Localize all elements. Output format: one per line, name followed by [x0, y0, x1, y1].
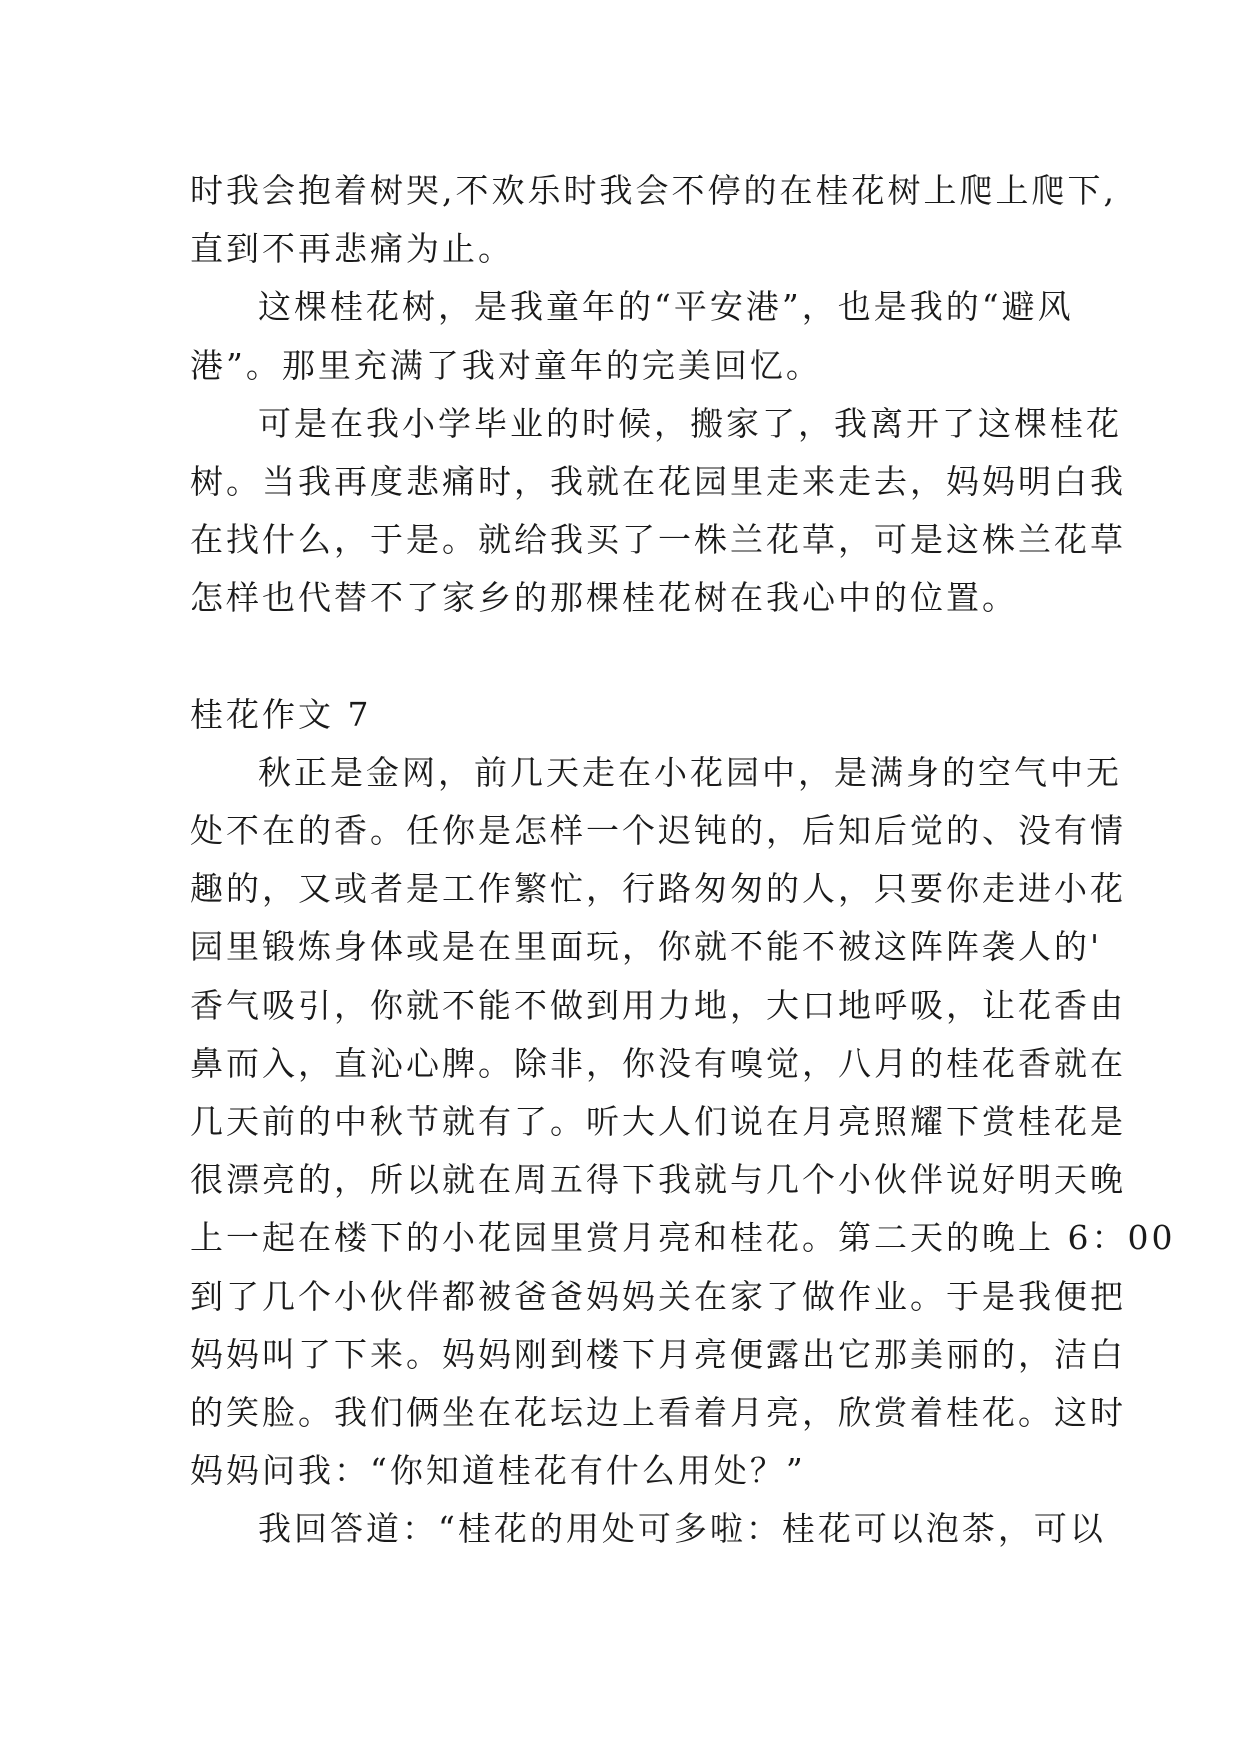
text-line: 处不在的香。任你是怎样一个迟钝的，后知后觉的、没有情 [190, 811, 1126, 851]
document-body [190, 162, 1176, 1559]
text-line: 很漂亮的，所以就在周五得下我就与几个小伙伴说好明天晚 [190, 1160, 1126, 1200]
paragraphs-after-heading [190, 744, 1176, 1559]
section-heading: 桂花作文 7 [190, 694, 372, 734]
text-line: 几天前的中秋节就有了。听大人们说在月亮照耀下赏桂花是 [190, 1102, 1126, 1141]
text-line: 妈妈问我：“你知道桂花有什么用处？” [190, 1451, 806, 1491]
text-line: 趣的，又或者是工作繁忙，行路匆匆的人，只要你走进小花 [190, 869, 1126, 909]
section-gap [190, 628, 1070, 686]
text-line: 可是在我小学毕业的时候，搬家了，我离开了这棵桂花 [258, 403, 1122, 443]
text-line: 园里锻炼身体或是在里面玩，你就不能不被这阵阵袭人的' [190, 927, 1103, 967]
text-line: 的笑脸。我们俩坐在花坛边上看着月亮，欣赏着桂花。这时 [190, 1392, 1126, 1432]
text-line: 树。当我再度悲痛时，我就在花园里走来走去，妈妈明白我 [190, 461, 1126, 501]
text-line: 到了几个小伙伴都被爸爸妈妈关在家了做作业。于是我便把 [190, 1276, 1126, 1316]
text-line: 直到不再悲痛为止。 [190, 229, 514, 269]
text-line: 我回答道：“桂花的用处可多啦：桂花可以泡茶，可以 [258, 1509, 1106, 1549]
text-line: 秋正是金网，前几天走在小花园中，是满身的空气中无 [258, 752, 1122, 792]
text-line: 这棵桂花树，是我童年的“平安港”，也是我的“避风 [258, 287, 1074, 327]
text-line: 妈妈叫了下来。妈妈刚到楼下月亮便露出它那美丽的，洁白 [190, 1334, 1126, 1374]
paragraphs-before-heading [190, 162, 1126, 628]
text-line: 上一起在楼下的小花园里赏月亮和桂花。第二天的晚上 6：00 [190, 1218, 1176, 1258]
text-line: 鼻而入，直沁心脾。除非，你没有嗅觉，八月的桂花香就在 [190, 1043, 1126, 1083]
text-line: 在找什么，于是。就给我买了一株兰花草，可是这株兰花草 [190, 520, 1126, 560]
text-line: 时我会抱着树哭,不欢乐时我会不停的在桂花树上爬上爬下, [190, 171, 1117, 210]
text-line: 怎样也代替不了家乡的那棵桂花树在我心中的位置。 [190, 578, 1018, 618]
text-line: 香气吸引，你就不能不做到用力地，大口地呼吸，让花香由 [190, 985, 1126, 1025]
text-line: 港”。那里充满了我对童年的完美回忆。 [190, 345, 822, 385]
